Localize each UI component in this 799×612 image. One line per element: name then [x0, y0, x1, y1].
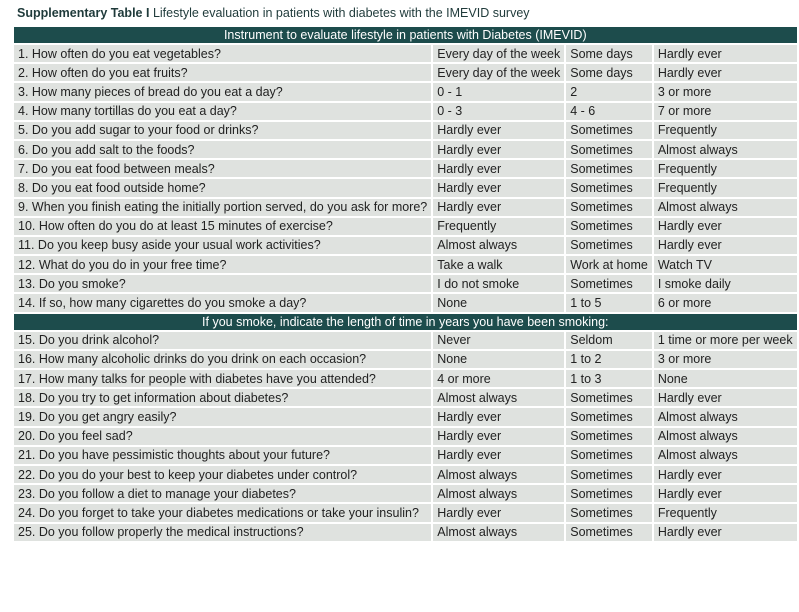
table-row	[13, 217, 798, 236]
answer-option-cell: Some days	[565, 63, 653, 82]
answer-option-cell: Hardly ever	[432, 407, 565, 426]
table-row	[13, 503, 798, 522]
answer-option-cell: Sometimes	[565, 236, 653, 255]
table-row	[13, 484, 798, 503]
table-row	[13, 407, 798, 426]
question-cell: 3. How many pieces of bread do you eat a day?	[13, 82, 432, 101]
answer-option-cell: Never	[432, 331, 565, 350]
caption-label: Supplementary Table I	[17, 6, 150, 20]
answer-option-cell: Almost always	[432, 236, 565, 255]
question-cell: 6. Do you add salt to the foods?	[13, 140, 432, 159]
question-cell: 12. What do you do in your free time?	[13, 255, 432, 274]
answer-option-cell: Almost always	[653, 198, 798, 217]
answer-option-cell: None	[432, 350, 565, 369]
answer-option-cell: Almost always	[653, 446, 798, 465]
answer-option-cell: Frequently	[653, 121, 798, 140]
answer-option-cell: None	[653, 369, 798, 388]
answer-option-cell: Almost always	[653, 407, 798, 426]
answer-option-cell: Hardly ever	[653, 388, 798, 407]
answer-option-cell: 3 or more	[653, 82, 798, 101]
answer-option-cell: Sometimes	[565, 159, 653, 178]
table-row	[13, 121, 798, 140]
question-cell: 10. How often do you do at least 15 minutes of exercise?	[13, 217, 432, 236]
answer-option-cell: Hardly ever	[432, 121, 565, 140]
question-cell: 24. Do you forget to take your diabetes medications or take your insulin?	[13, 503, 432, 522]
answer-option-cell: Sometimes	[565, 484, 653, 503]
answer-option-cell: Almost always	[653, 427, 798, 446]
answer-option-cell: Some days	[565, 44, 653, 63]
question-cell: 23. Do you follow a diet to manage your diabetes?	[13, 484, 432, 503]
answer-option-cell: Hardly ever	[653, 484, 798, 503]
answer-option-cell: 2	[565, 82, 653, 101]
table-row	[13, 369, 798, 388]
answer-option-cell: 0 - 3	[432, 102, 565, 121]
answer-option-cell: 4 - 6	[565, 102, 653, 121]
question-cell: 20. Do you feel sad?	[13, 427, 432, 446]
answer-option-cell: Seldom	[565, 331, 653, 350]
table-row	[13, 446, 798, 465]
answer-option-cell: I smoke daily	[653, 274, 798, 293]
answer-option-cell: Frequently	[653, 159, 798, 178]
table-row	[13, 293, 798, 312]
answer-option-cell: 4 or more	[432, 369, 565, 388]
answer-option-cell: Frequently	[653, 178, 798, 197]
question-cell: 7. Do you eat food between meals?	[13, 159, 432, 178]
table-row	[13, 350, 798, 369]
answer-option-cell: Frequently	[653, 503, 798, 522]
question-cell: 1. How often do you eat vegetables?	[13, 44, 432, 63]
answer-option-cell: 3 or more	[653, 350, 798, 369]
question-cell: 19. Do you get angry easily?	[13, 407, 432, 426]
question-cell: 13. Do you smoke?	[13, 274, 432, 293]
answer-option-cell: Sometimes	[565, 198, 653, 217]
answer-option-cell: Hardly ever	[653, 236, 798, 255]
table-row	[13, 198, 798, 217]
question-cell: 14. If so, how many cigarettes do you smoke a day?	[13, 293, 432, 312]
answer-option-cell: Hardly ever	[653, 44, 798, 63]
table-row	[13, 102, 798, 121]
header-smoking: If you smoke, indicate the length of time in years you have been smoking:	[13, 313, 798, 331]
answer-option-cell: Hardly ever	[432, 446, 565, 465]
caption-text: Lifestyle evaluation in patients with diabetes with the IMEVID survey	[152, 6, 530, 20]
question-cell: 22. Do you do your best to keep your diabetes under control?	[13, 465, 432, 484]
answer-option-cell: 7 or more	[653, 102, 798, 121]
table-row	[13, 63, 798, 82]
answer-option-cell: Hardly ever	[432, 427, 565, 446]
answer-option-cell: Sometimes	[565, 121, 653, 140]
question-cell: 9. When you finish eating the initially portion served, do you ask for more?	[13, 198, 432, 217]
answer-option-cell: Hardly ever	[653, 63, 798, 82]
answer-option-cell: Hardly ever	[432, 198, 565, 217]
answer-option-cell: I do not smoke	[432, 274, 565, 293]
answer-option-cell: Sometimes	[565, 503, 653, 522]
answer-option-cell: Hardly ever	[653, 465, 798, 484]
answer-option-cell: Hardly ever	[653, 217, 798, 236]
answer-option-cell: 6 or more	[653, 293, 798, 312]
question-cell: 8. Do you eat food outside home?	[13, 178, 432, 197]
answer-option-cell: Sometimes	[565, 446, 653, 465]
answer-option-cell: Sometimes	[565, 465, 653, 484]
answer-option-cell: 0 - 1	[432, 82, 565, 101]
table-row	[13, 388, 798, 407]
answer-option-cell: Work at home	[565, 255, 653, 274]
answer-option-cell: Sometimes	[565, 140, 653, 159]
answer-option-cell: Almost always	[653, 140, 798, 159]
answer-option-cell: Every day of the week	[432, 44, 565, 63]
answer-option-cell: Almost always	[432, 465, 565, 484]
table-row	[13, 82, 798, 101]
answer-option-cell: Every day of the week	[432, 63, 565, 82]
lifestyle-table	[12, 25, 799, 543]
table-row	[13, 178, 798, 197]
question-cell: 16. How many alcoholic drinks do you drink on each occasion?	[13, 350, 432, 369]
answer-option-cell: Sometimes	[565, 274, 653, 293]
question-cell: 21. Do you have pessimistic thoughts about your future?	[13, 446, 432, 465]
answer-option-cell: Sometimes	[565, 523, 653, 542]
answer-option-cell: Hardly ever	[432, 140, 565, 159]
section-header	[13, 313, 798, 331]
question-cell: 4. How many tortillas do you eat a day?	[13, 102, 432, 121]
question-cell: 5. Do you add sugar to your food or drinks?	[13, 121, 432, 140]
table-row	[13, 255, 798, 274]
question-cell: 15. Do you drink alcohol?	[13, 331, 432, 350]
answer-option-cell: Hardly ever	[432, 503, 565, 522]
answer-option-cell: Take a walk	[432, 255, 565, 274]
answer-option-cell: None	[432, 293, 565, 312]
answer-option-cell: Frequently	[432, 217, 565, 236]
question-cell: 2. How often do you eat fruits?	[13, 63, 432, 82]
answer-option-cell: 1 to 2	[565, 350, 653, 369]
question-cell: 18. Do you try to get information about diabetes?	[13, 388, 432, 407]
answer-option-cell: Watch TV	[653, 255, 798, 274]
table-caption	[17, 6, 530, 20]
table-row	[13, 427, 798, 446]
header-instrument: Instrument to evaluate lifestyle in patients with Diabetes (IMEVID)	[13, 26, 798, 44]
answer-option-cell: Almost always	[432, 523, 565, 542]
answer-option-cell: Hardly ever	[432, 178, 565, 197]
table-row	[13, 44, 798, 63]
table-row	[13, 274, 798, 293]
answer-option-cell: Almost always	[432, 484, 565, 503]
table-row	[13, 331, 798, 350]
table-row	[13, 159, 798, 178]
answer-option-cell: Sometimes	[565, 178, 653, 197]
answer-option-cell: Sometimes	[565, 388, 653, 407]
table-row	[13, 140, 798, 159]
answer-option-cell: 1 time or more per week	[653, 331, 798, 350]
answer-option-cell: Sometimes	[565, 407, 653, 426]
answer-option-cell: Sometimes	[565, 427, 653, 446]
answer-option-cell: Sometimes	[565, 217, 653, 236]
table-header	[13, 26, 798, 44]
question-cell: 25. Do you follow properly the medical instructions?	[13, 523, 432, 542]
table-row	[13, 236, 798, 255]
table-row	[13, 523, 798, 542]
answer-option-cell: Hardly ever	[653, 523, 798, 542]
answer-option-cell: 1 to 3	[565, 369, 653, 388]
answer-option-cell: Hardly ever	[432, 159, 565, 178]
question-cell: 11. Do you keep busy aside your usual work activities?	[13, 236, 432, 255]
table-row	[13, 465, 798, 484]
answer-option-cell: Almost always	[432, 388, 565, 407]
answer-option-cell: 1 to 5	[565, 293, 653, 312]
question-cell: 17. How many talks for people with diabetes have you attended?	[13, 369, 432, 388]
